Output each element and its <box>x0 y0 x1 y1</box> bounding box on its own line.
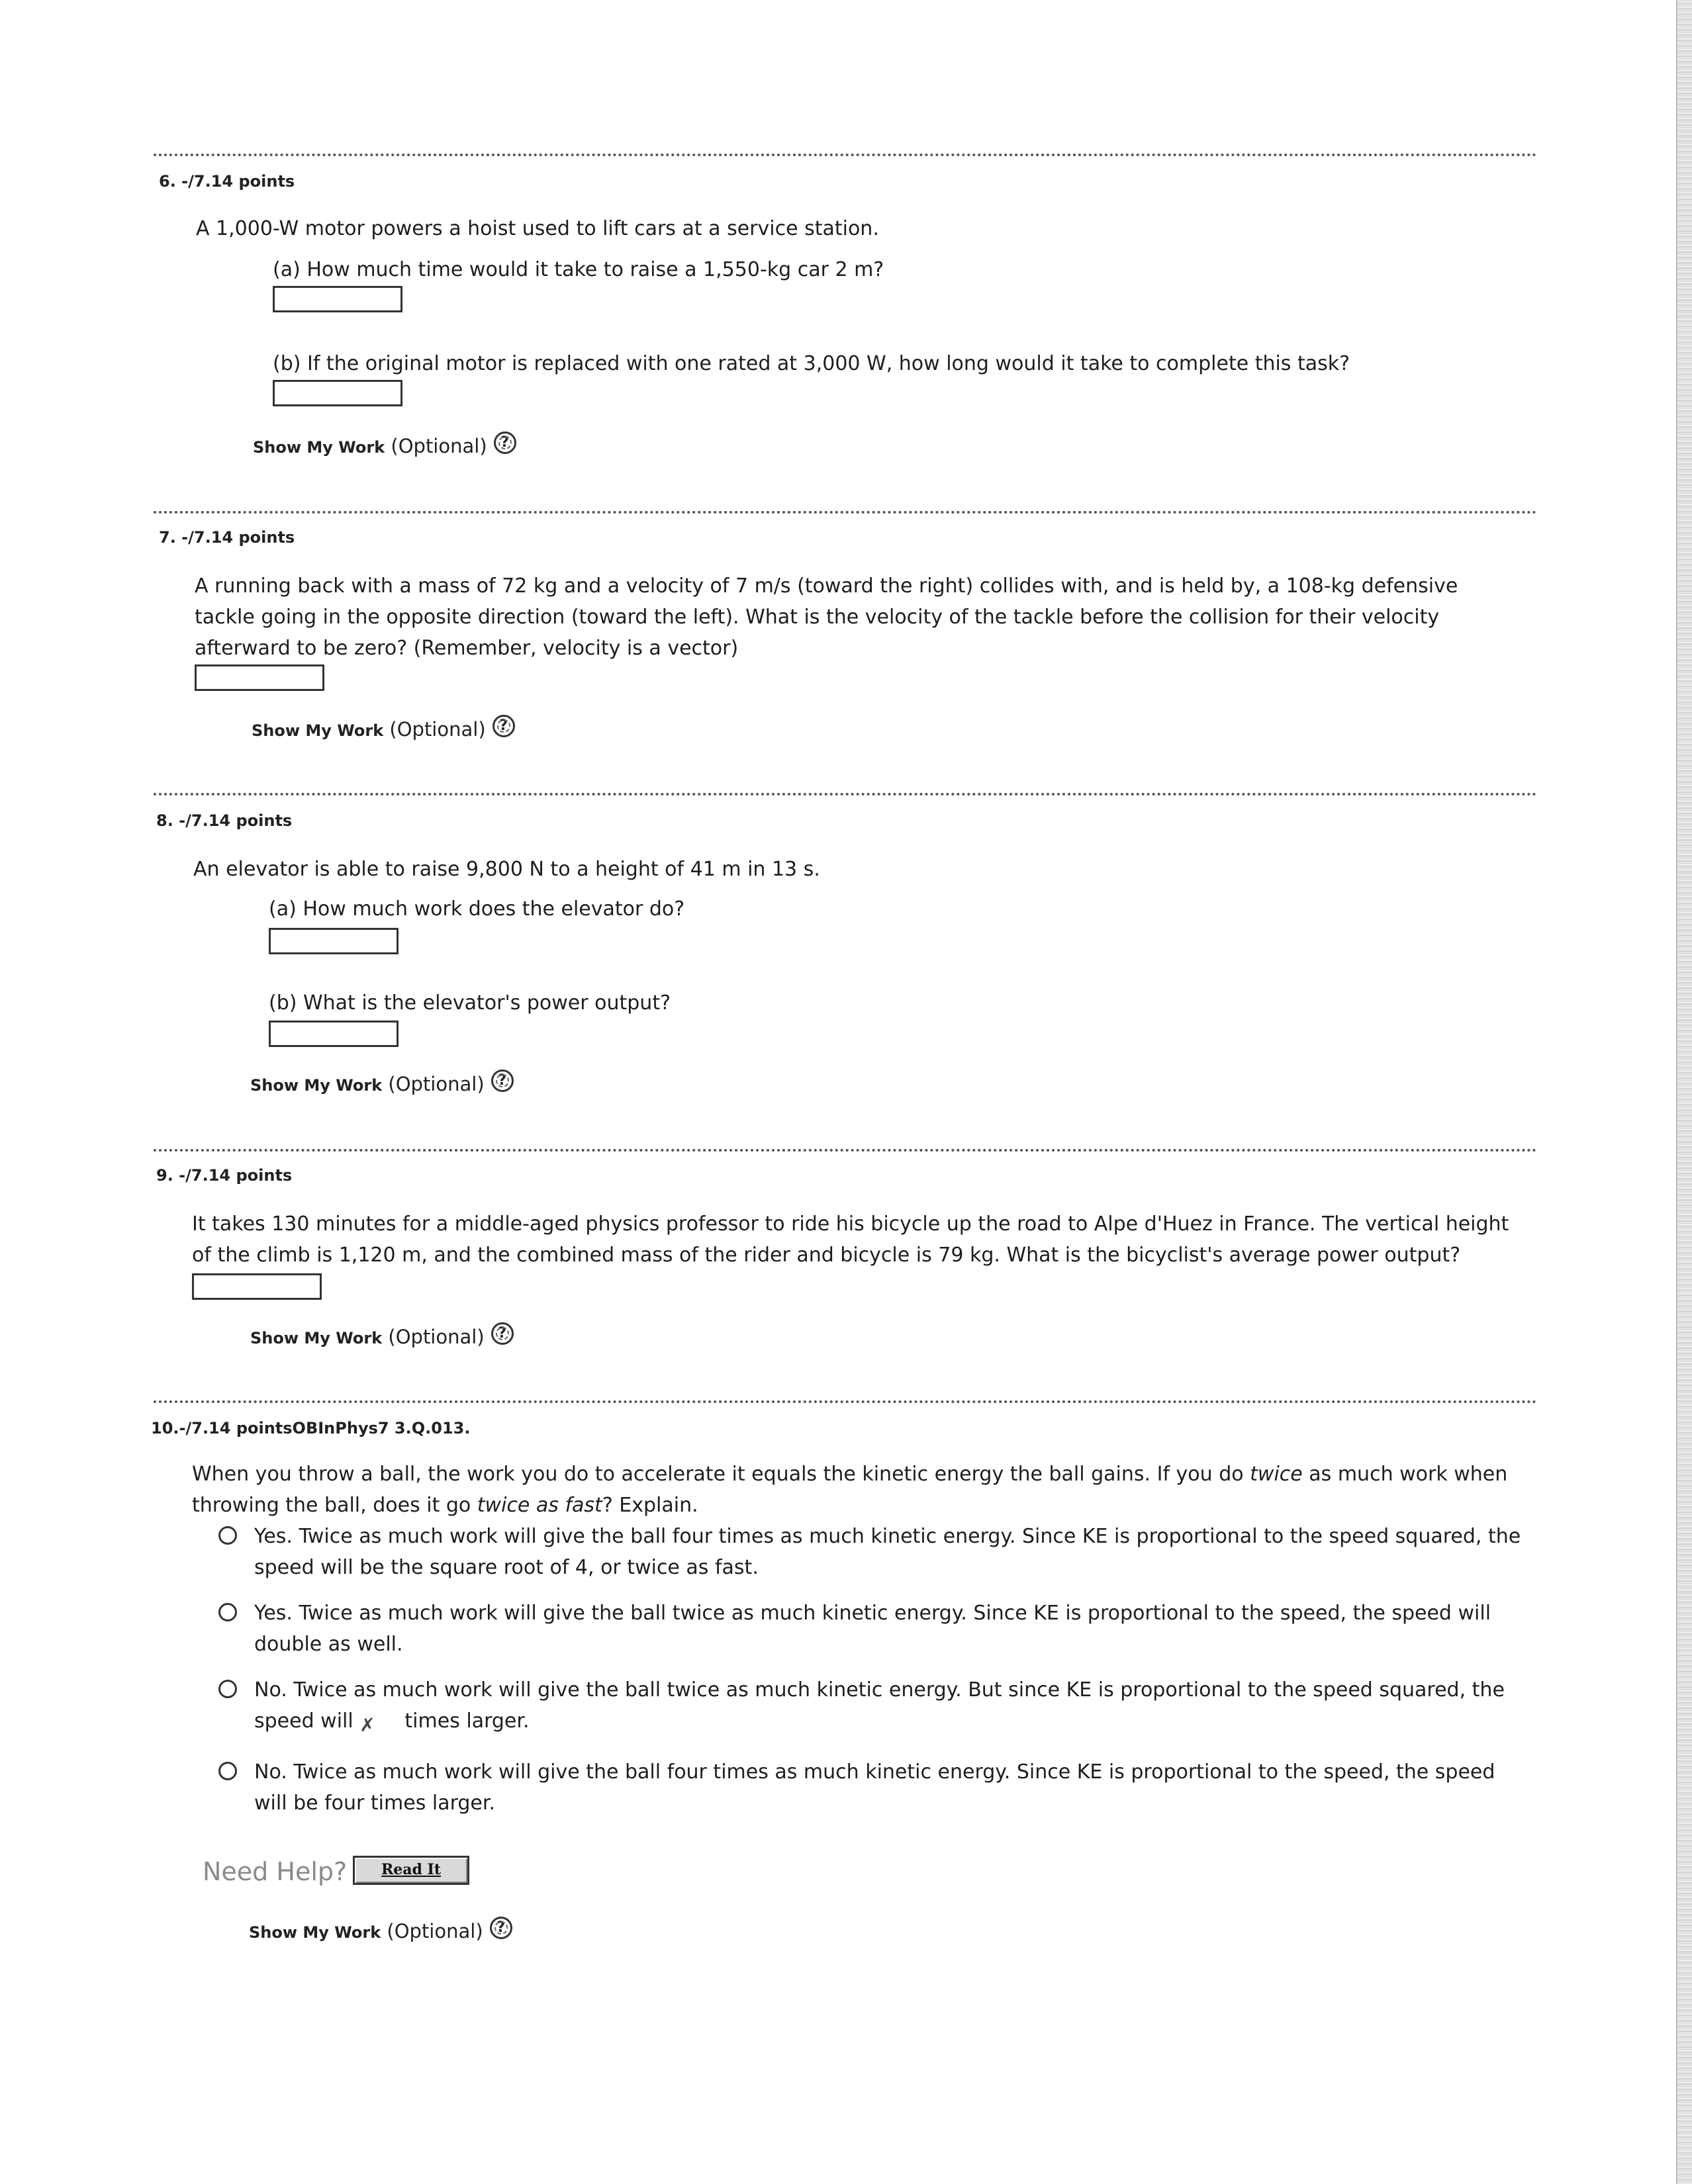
q10-option-1[interactable] <box>218 1521 1523 1583</box>
q10-option-1-text: Yes. Twice as much work will give the ball four times as much kinetic energy. Since KE is proportional to the speed squared, the speed will be the square root of 4, or twice as fast. <box>254 1525 1521 1579</box>
q10-header: 10.-/7.14 pointsOBInPhys7 3.Q.013. <box>151 1419 471 1437</box>
q10-option-4[interactable] <box>218 1756 1523 1819</box>
q7-header: 7. -/7.14 points <box>159 528 295 547</box>
q8-part-b-prompt: (b) What is the elevator's power output? <box>269 991 671 1015</box>
help-icon[interactable] <box>494 432 516 454</box>
scanned-page-edge <box>1676 0 1692 2184</box>
read-it-button[interactable]: Read It <box>353 1856 469 1885</box>
q6-stem: A 1,000-W motor powers a hoist used to lift cars at a service station. <box>196 217 879 240</box>
q6-part-b-prompt: (b) If the original motor is replaced with one rated at 3,000 W, how long would it take to complete this task? <box>273 352 1350 375</box>
q8-part-b-answer-input[interactable] <box>269 1021 399 1047</box>
question-separator <box>154 154 1537 156</box>
q8-part-a-prompt: (a) How much work does the elevator do? <box>269 897 685 921</box>
q10-option-4-text: No. Twice as much work will give the ball four times as much kinetic energy. Since KE is proportional to the speed, the speed will be four times larger. <box>254 1760 1495 1815</box>
question-separator <box>154 1149 1537 1152</box>
q10-option-3[interactable] <box>218 1674 1523 1737</box>
q10-show-my-work[interactable]: Show My Work (Optional)? <box>249 1917 512 1942</box>
q10-stem: When you throw a ball, the work you do to accelerate it equals the kinetic energy the ball gains. If you do twice as much work when throwing the ball, does it go twice as fast? Explain. <box>192 1463 1508 1517</box>
q6-header: 6. -/7.14 points <box>159 172 295 191</box>
help-icon[interactable] <box>491 1322 514 1345</box>
question-separator <box>154 511 1537 514</box>
q8-show-my-work[interactable]: Show My Work (Optional)? <box>250 1069 514 1095</box>
help-icon[interactable] <box>493 715 515 737</box>
q8-stem: An elevator is able to raise 9,800 N to a height of 41 m in 13 s. <box>193 858 820 881</box>
q7-answer-input[interactable] <box>195 664 324 691</box>
q10-option-2[interactable] <box>218 1598 1523 1660</box>
q6-part-a-answer-input[interactable] <box>273 286 402 312</box>
q7-show-my-work[interactable]: Show My Work (Optional)? <box>252 715 515 741</box>
q10-option-3-text: No. Twice as much work will give the ball twice as much kinetic energy. But since KE is proportional to the speed squared, the speed will ✗ times larger. <box>254 1678 1505 1736</box>
q9-show-my-work[interactable]: Show My Work (Optional)? <box>250 1322 514 1348</box>
help-icon[interactable] <box>491 1069 514 1092</box>
need-help-label: Need Help? <box>203 1857 348 1886</box>
q8-header: 8. -/7.14 points <box>156 811 293 830</box>
q7-stem: A running back with a mass of 72 kg and a velocity of 7 m/s (toward the right) collides with, and is held by, a 108-kg defensive tackle going in the opposite direction (toward the left). What is the velocity of the tackle before the collision for their velocity afterward to be zero? (Remember, velocity is a vector) <box>195 574 1458 660</box>
q9-stem: It takes 130 minutes for a middle-aged physics professor to ride his bicycle up the road to Alpe d'Huez in France. The vertical height of the climb is 1,120 m, and the combined mass of the rider and bicycle is 79 kg. What is the bicyclist's average power output? <box>192 1212 1509 1267</box>
question-separator <box>154 1400 1537 1403</box>
q9-header: 9. -/7.14 points <box>156 1166 293 1185</box>
q10-option-1-radio[interactable] <box>218 1526 237 1545</box>
q10-option-2-radio[interactable] <box>218 1603 237 1621</box>
q6-part-b-answer-input[interactable] <box>273 380 402 406</box>
math-expression-image: ✗ <box>359 1714 375 1736</box>
q10-option-4-radio[interactable] <box>218 1762 237 1780</box>
q6-show-my-work[interactable]: Show My Work (Optional)? <box>253 432 516 457</box>
q6-part-a-prompt: (a) How much time would it take to raise a 1,550-kg car 2 m? <box>273 258 884 281</box>
q10-option-2-text: Yes. Twice as much work will give the ball twice as much kinetic energy. Since KE is proportional to the speed, the speed will double as well. <box>254 1602 1491 1656</box>
q10-option-3-radio[interactable] <box>218 1680 237 1698</box>
help-icon[interactable] <box>490 1917 512 1939</box>
q8-part-a-answer-input[interactable] <box>269 928 399 954</box>
question-separator <box>154 793 1537 796</box>
q9-answer-input[interactable] <box>192 1273 322 1300</box>
